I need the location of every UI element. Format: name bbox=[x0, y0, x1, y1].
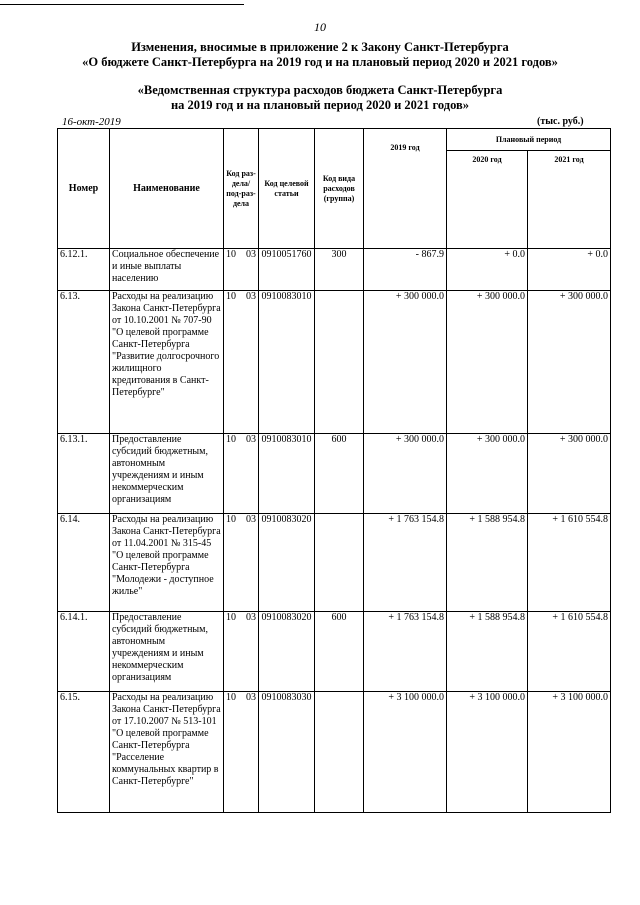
row-subsection: 03 bbox=[246, 249, 256, 260]
header-2020: 2020 год bbox=[447, 151, 528, 249]
table-row bbox=[58, 612, 611, 692]
table-row bbox=[58, 514, 611, 612]
row-number: 6.15. bbox=[58, 692, 110, 813]
row-section: 10 bbox=[226, 692, 236, 703]
row-section-code bbox=[224, 612, 259, 692]
row-target-code: 0910083020 bbox=[259, 612, 315, 692]
row-target-code: 0910083010 bbox=[259, 291, 315, 434]
row-expense-code: 600 bbox=[315, 612, 364, 692]
row-section-code bbox=[224, 514, 259, 612]
title-line: «О бюджете Санкт-Петербурга на 2019 год и на плановый период 2020 и 2021 годов» bbox=[82, 55, 558, 69]
row-section: 10 bbox=[226, 249, 236, 260]
row-target-code: 0910083020 bbox=[259, 514, 315, 612]
row-subsection: 03 bbox=[246, 434, 256, 445]
document-subtitle bbox=[0, 83, 640, 113]
row-section-code bbox=[224, 692, 259, 813]
row-number: 6.13. bbox=[58, 291, 110, 434]
row-amount-2021: + 300 000.0 bbox=[528, 434, 611, 514]
row-name: Предоставление субсидий бюджетным, автономным учреждениям и иным некоммерческим организациям bbox=[110, 612, 224, 692]
row-subsection: 03 bbox=[246, 291, 256, 302]
row-amount-2021: + 3 100 000.0 bbox=[528, 692, 611, 813]
row-number: 6.12.1. bbox=[58, 249, 110, 291]
header-name: Наименование bbox=[110, 129, 224, 249]
header-planned-period: Плановый период bbox=[447, 129, 611, 151]
row-amount-2020: + 1 588 954.8 bbox=[447, 514, 528, 612]
header-target-code: Код целевой статьи bbox=[259, 129, 315, 249]
units-label: (тыс. руб.) bbox=[537, 116, 584, 127]
row-section-code bbox=[224, 249, 259, 291]
header-2019: 2019 год bbox=[364, 129, 447, 249]
row-section-code bbox=[224, 291, 259, 434]
row-section: 10 bbox=[226, 514, 236, 525]
header-section-code: Код раз-дела/ под-раз-дела bbox=[224, 129, 259, 249]
table-row bbox=[58, 291, 611, 434]
table-row bbox=[58, 249, 611, 291]
document-date: 16-окт-2019 bbox=[62, 116, 121, 128]
row-subsection: 03 bbox=[246, 692, 256, 703]
row-amount-2019: - 867.9 bbox=[364, 249, 447, 291]
row-amount-2021: + 300 000.0 bbox=[528, 291, 611, 434]
row-section-code bbox=[224, 434, 259, 514]
row-subsection: 03 bbox=[246, 514, 256, 525]
row-expense-code bbox=[315, 291, 364, 434]
row-amount-2021: + 0.0 bbox=[528, 249, 611, 291]
row-name: Социальное обеспечение и иные выплаты населению bbox=[110, 249, 224, 291]
header-expense-code: Код вида расходов (группа) bbox=[315, 129, 364, 249]
row-name: Расходы на реализацию Закона Санкт-Петербурга от 11.04.2001 № 315-45 "О целевой программе Санкт-Петербурга "Молодежи - доступное жилье" bbox=[110, 514, 224, 612]
row-amount-2019: + 300 000.0 bbox=[364, 434, 447, 514]
row-amount-2020: + 3 100 000.0 bbox=[447, 692, 528, 813]
table-row bbox=[58, 692, 611, 813]
row-amount-2020: + 300 000.0 bbox=[447, 434, 528, 514]
row-amount-2019: + 1 763 154.8 bbox=[364, 514, 447, 612]
page-number: 10 bbox=[314, 20, 326, 34]
row-expense-code: 300 bbox=[315, 249, 364, 291]
row-name: Расходы на реализацию Закона Санкт-Петербурга от 17.10.2007 № 513-101 "О целевой программе Санкт-Петербурга "Расселение коммунальных квартир в Санкт-Петербурге" bbox=[110, 692, 224, 813]
header-number: Номер bbox=[58, 129, 110, 249]
row-expense-code: 600 bbox=[315, 434, 364, 514]
row-amount-2021: + 1 610 554.8 bbox=[528, 612, 611, 692]
row-target-code: 0910083030 bbox=[259, 692, 315, 813]
table-row bbox=[58, 434, 611, 514]
row-amount-2020: + 1 588 954.8 bbox=[447, 612, 528, 692]
row-name: Расходы на реализацию Закона Санкт-Петербурга от 10.10.2001 № 707-90 "О целевой программе Санкт-Петербурга "Развитие долгосрочного жилищного кредитования в Санкт-Петербурге" bbox=[110, 291, 224, 434]
subtitle-line: «Ведомственная структура расходов бюджета Санкт-Петербурга bbox=[137, 83, 503, 97]
row-section: 10 bbox=[226, 612, 236, 623]
row-expense-code bbox=[315, 692, 364, 813]
budget-table bbox=[57, 128, 611, 813]
row-amount-2020: + 300 000.0 bbox=[447, 291, 528, 434]
row-number: 6.14.1. bbox=[58, 612, 110, 692]
row-amount-2019: + 1 763 154.8 bbox=[364, 612, 447, 692]
row-section: 10 bbox=[226, 434, 236, 445]
top-rule bbox=[0, 4, 244, 5]
row-number: 6.13.1. bbox=[58, 434, 110, 514]
row-amount-2021: + 1 610 554.8 bbox=[528, 514, 611, 612]
row-amount-2019: + 3 100 000.0 bbox=[364, 692, 447, 813]
row-amount-2020: + 0.0 bbox=[447, 249, 528, 291]
row-section: 10 bbox=[226, 291, 236, 302]
title-line: Изменения, вносимые в приложение 2 к Закону Санкт-Петербурга bbox=[131, 40, 509, 54]
row-subsection: 03 bbox=[246, 612, 256, 623]
row-amount-2019: + 300 000.0 bbox=[364, 291, 447, 434]
row-expense-code bbox=[315, 514, 364, 612]
row-number: 6.14. bbox=[58, 514, 110, 612]
row-target-code: 0910083010 bbox=[259, 434, 315, 514]
header-2021: 2021 год bbox=[528, 151, 611, 249]
document-title bbox=[0, 40, 640, 70]
subtitle-line: на 2019 год и на плановый период 2020 и 2021 годов» bbox=[170, 98, 470, 112]
row-target-code: 0910051760 bbox=[259, 249, 315, 291]
row-name: Предоставление субсидий бюджетным, автономным учреждениям и иным некоммерческим организациям bbox=[110, 434, 224, 514]
